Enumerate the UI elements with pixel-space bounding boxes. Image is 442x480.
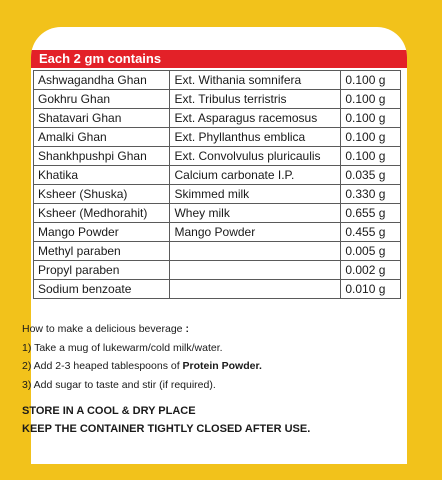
- ingredient-source: [170, 280, 341, 299]
- ingredient-source: Mango Powder: [170, 223, 341, 242]
- ingredient-name: Khatika: [34, 166, 170, 185]
- ingredient-qty: 0.655 g: [341, 204, 401, 223]
- ingredient-name: Methyl paraben: [34, 242, 170, 261]
- ingredient-source: Ext. Asparagus racemosus: [170, 109, 341, 128]
- ingredient-source: Ext. Tribulus terristris: [170, 90, 341, 109]
- ingredient-qty: 0.035 g: [341, 166, 401, 185]
- howto-step-2: 2) Add 2-3 heaped tablespoons of Protein Powder.: [22, 360, 262, 372]
- storage-instructions: [22, 402, 310, 438]
- ingredient-name: Shatavari Ghan: [34, 109, 170, 128]
- howto-step-3: 3) Add sugar to taste and stir (if required).: [22, 378, 216, 391]
- ingredient-name: Ksheer (Shuska): [34, 185, 170, 204]
- ingredient-qty: 0.100 g: [341, 109, 401, 128]
- storage-line-1: STORE IN A COOL & DRY PLACE: [22, 405, 196, 417]
- howto-title: How to make a delicious beverage :: [22, 323, 189, 335]
- ingredient-qty: 0.100 g: [341, 90, 401, 109]
- ingredient-name: Shankhpushpi Ghan: [34, 147, 170, 166]
- table-row: [34, 128, 401, 147]
- table-row: [34, 242, 401, 261]
- ingredient-qty: 0.330 g: [341, 185, 401, 204]
- ingredient-name: Amalki Ghan: [34, 128, 170, 147]
- ingredient-qty: 0.100 g: [341, 71, 401, 90]
- ingredient-name: Gokhru Ghan: [34, 90, 170, 109]
- label-card: [31, 27, 407, 464]
- table-row: [34, 90, 401, 109]
- ingredient-qty: 0.010 g: [341, 280, 401, 299]
- ingredient-source: Ext. Withania somnifera: [170, 71, 341, 90]
- preparation-instructions: [22, 320, 262, 394]
- table-row: [34, 223, 401, 242]
- table-row: [34, 185, 401, 204]
- table-row: [34, 147, 401, 166]
- ingredient-name: Ashwagandha Ghan: [34, 71, 170, 90]
- ingredient-qty: 0.100 g: [341, 147, 401, 166]
- ingredient-qty: 0.455 g: [341, 223, 401, 242]
- ingredient-qty: 0.100 g: [341, 128, 401, 147]
- table-row: [34, 166, 401, 185]
- table-row: [34, 109, 401, 128]
- ingredient-name: Sodium benzoate: [34, 280, 170, 299]
- ingredient-name: Mango Powder: [34, 223, 170, 242]
- ingredient-source: [170, 261, 341, 280]
- ingredient-qty: 0.002 g: [341, 261, 401, 280]
- composition-header: Each 2 gm contains: [31, 50, 407, 68]
- table-row: [34, 261, 401, 280]
- ingredient-name: Propyl paraben: [34, 261, 170, 280]
- ingredient-source: Calcium carbonate I.P.: [170, 166, 341, 185]
- ingredient-qty: 0.005 g: [341, 242, 401, 261]
- howto-step-1: 1) Take a mug of lukewarm/cold milk/water.: [22, 341, 223, 354]
- ingredient-name: Ksheer (Medhorahit): [34, 204, 170, 223]
- ingredient-source: [170, 242, 341, 261]
- ingredients-table: [33, 70, 401, 299]
- table-row: [34, 204, 401, 223]
- table-row: [34, 280, 401, 299]
- table-row: [34, 71, 401, 90]
- ingredient-source: Ext. Convolvulus pluricaulis: [170, 147, 341, 166]
- storage-line-2: KEEP THE CONTAINER TIGHTLY CLOSED AFTER USE.: [22, 423, 311, 435]
- ingredient-source: Whey milk: [170, 204, 341, 223]
- ingredient-source: Ext. Phyllanthus emblica: [170, 128, 341, 147]
- ingredient-source: Skimmed milk: [170, 185, 341, 204]
